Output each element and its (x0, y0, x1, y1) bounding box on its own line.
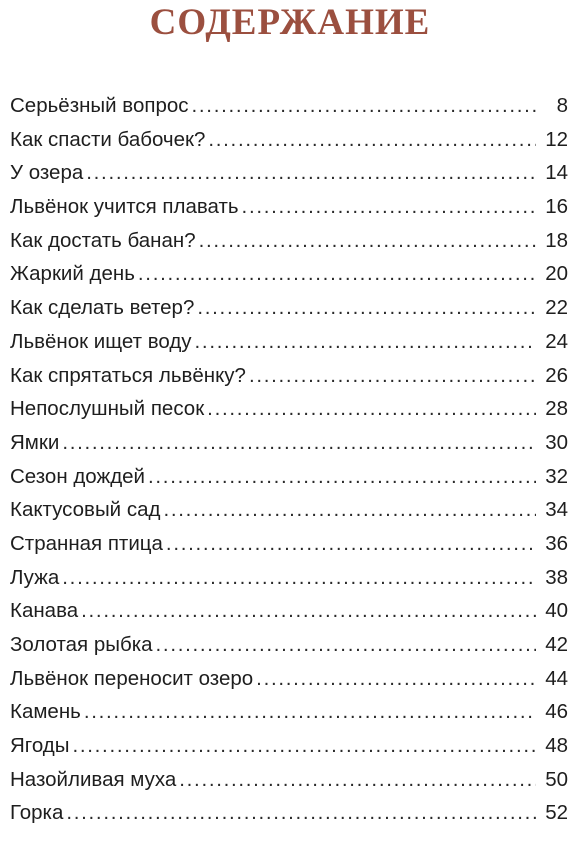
toc-entry-page: 18 (545, 228, 568, 252)
toc-entry[interactable] (10, 662, 568, 696)
toc-entry[interactable] (10, 695, 568, 729)
toc-entry-page: 8 (556, 94, 568, 117)
toc-entry[interactable] (10, 291, 568, 325)
toc-entry-page: 50 (545, 767, 568, 791)
toc-entry-title: Как сделать ветер? (10, 296, 195, 320)
toc-entry-page: 20 (545, 262, 568, 286)
toc-entry-page: 22 (545, 296, 568, 320)
toc-entry-page: 24 (545, 329, 568, 353)
dot-leader (166, 527, 536, 561)
dot-leader (195, 325, 536, 359)
dot-leader (86, 156, 536, 190)
toc-entry-title: Странная птица (10, 531, 163, 555)
toc-entry-page: 48 (545, 734, 568, 758)
dot-leader (84, 695, 536, 729)
toc-entry-page: 28 (545, 397, 568, 421)
toc-entry-page: 36 (545, 531, 568, 555)
toc-entry[interactable] (10, 796, 568, 830)
toc-entry-page: 32 (545, 464, 568, 488)
toc-entry-page: 46 (545, 700, 568, 724)
toc-entry-page: 38 (545, 565, 568, 589)
toc-entry-title: Как спасти бабочек? (10, 127, 206, 151)
toc-entry[interactable] (10, 628, 568, 662)
toc-entry[interactable] (10, 224, 568, 258)
dot-leader (197, 291, 536, 325)
toc-entry-title: Золотая рыбка (10, 633, 153, 656)
dot-leader (163, 493, 536, 527)
toc-entry-page: 52 (545, 801, 568, 825)
toc-entry-title: Кактусовый сад (10, 498, 161, 522)
toc-entry-page: 40 (545, 599, 568, 623)
dot-leader (192, 89, 536, 123)
dot-leader (199, 224, 536, 258)
toc-entry[interactable] (10, 156, 568, 190)
dot-leader (179, 763, 536, 797)
dot-leader (81, 594, 536, 628)
toc-entry-title: У озера (10, 161, 84, 185)
toc-entry[interactable] (10, 493, 568, 527)
toc-entry-title: Камень (10, 700, 81, 724)
toc-entry-page: 16 (545, 195, 568, 219)
dot-leader (208, 123, 536, 157)
toc-entry[interactable] (10, 123, 568, 157)
toc-entry-page: 30 (545, 430, 568, 454)
toc-entry[interactable] (10, 359, 568, 393)
toc-entry-title: Ямки (10, 430, 60, 454)
toc-entry-title: Львёнок ищет воду (10, 329, 192, 353)
dot-leader (62, 561, 536, 595)
toc-entry[interactable] (10, 89, 568, 123)
toc-entry[interactable] (10, 426, 568, 460)
toc-entry-title: Сезон дождей (10, 464, 146, 488)
toc-entry-page: 44 (545, 666, 568, 690)
toc-entry-title: Ягоды (10, 734, 70, 758)
toc-entry-title: Непослушный песок (10, 397, 205, 421)
dot-leader (249, 359, 536, 393)
toc-entry[interactable] (10, 763, 568, 797)
toc-entry-title: Жаркий день (10, 262, 135, 286)
toc-entry-title: Серьёзный вопрос (10, 94, 189, 117)
dot-leader (66, 796, 536, 830)
toc-entry[interactable] (10, 460, 568, 494)
toc-entry-page: 34 (545, 498, 568, 522)
toc-entry[interactable] (10, 392, 568, 426)
dot-leader (138, 257, 536, 291)
toc-entry-title: Львёнок учится плавать (10, 195, 239, 219)
toc-entry-title: Как достать банан? (10, 228, 196, 252)
toc-entry-title: Как спрятаться львёнку? (10, 363, 246, 387)
dot-leader (256, 662, 536, 696)
toc-entry[interactable] (10, 257, 568, 291)
toc-entry-title: Назойливая муха (10, 767, 177, 791)
toc-entry-page: 26 (545, 363, 568, 387)
dot-leader (62, 426, 536, 460)
dot-leader (148, 460, 536, 494)
toc-entry-page: 12 (545, 127, 568, 151)
toc-entry[interactable] (10, 190, 568, 224)
toc-entry[interactable] (10, 594, 568, 628)
page-title: СОДЕРЖАНИЕ (149, 2, 431, 43)
table-of-contents (10, 89, 568, 830)
dot-leader (207, 392, 536, 426)
toc-entry-title: Горка (10, 801, 64, 825)
toc-entry-title: Канава (10, 599, 79, 623)
toc-entry-page: 42 (545, 633, 568, 656)
toc-entry[interactable] (10, 729, 568, 763)
toc-entry[interactable] (10, 561, 568, 595)
toc-entry-title: Лужа (10, 565, 60, 589)
dot-leader (242, 190, 536, 224)
dot-leader (156, 628, 536, 662)
toc-entry[interactable] (10, 527, 568, 561)
toc-entry-page: 14 (545, 161, 568, 185)
toc-entry-title: Львёнок переносит озеро (10, 666, 254, 690)
toc-entry[interactable] (10, 325, 568, 359)
dot-leader (72, 729, 536, 763)
